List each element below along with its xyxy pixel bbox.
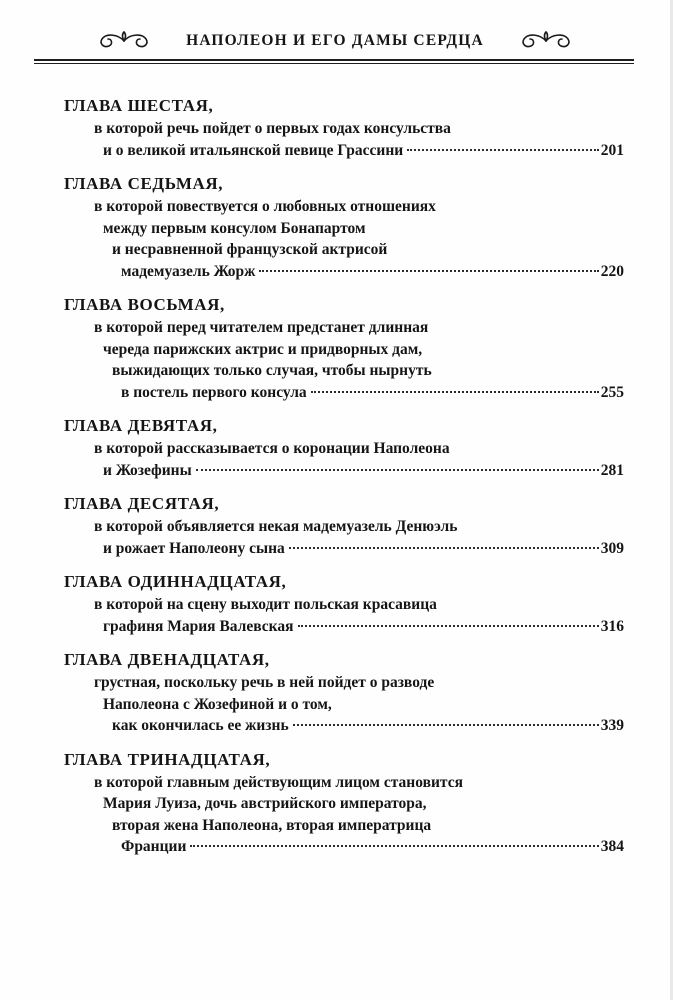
description-text: графиня Мария Валевская [103,617,294,635]
chapter-heading: ГЛАВА ТРИНАДЦАТАЯ, [64,749,271,769]
toc-entry [64,94,624,161]
toc-entry [64,570,624,637]
dot-leader [259,270,598,272]
chapter-description-line [64,672,624,694]
chapter-description-line [64,438,624,460]
page-number: 309 [600,539,624,557]
chapter-description-line [64,360,624,382]
chapter-description-line [64,772,624,794]
chapter-description-line [64,836,624,858]
chapter-heading: ГЛАВА ОДИННАДЦАТАЯ, [64,572,287,591]
description-text: Наполеона с Жозефиной и о том, [103,695,332,713]
chapter-heading: ГЛАВА ВОСЬМАЯ, [64,295,225,314]
chapter-description-line [64,339,624,361]
toc-entry [64,414,624,481]
toc-entry [64,492,624,559]
chapter-description-line [64,261,624,283]
toc-entry [64,748,624,858]
description-text: и рожает Наполеону сына [103,539,285,557]
floral-flourish-icon [96,30,152,52]
dot-leader [196,469,599,471]
description-text: в постель первого консула [121,383,307,401]
description-text: в которой рассказывается о коронации Наполеона [94,440,450,457]
toc-entry [64,293,624,403]
description-text: выжидающих только случая, чтобы нырнуть [112,362,432,379]
dot-leader [293,724,599,726]
description-text: в которой на сцену выходит польская красавица [94,596,437,613]
chapter-heading: ГЛАВА ДЕВЯТАЯ, [64,416,218,435]
description-text: мадемуазель Жорж [121,262,256,280]
chapter-heading: ГЛАВА ШЕСТАЯ, [64,96,214,115]
chapter-description-line [64,793,624,815]
description-text: в которой главным действующим лицом становится [94,773,463,791]
page-number: 255 [600,383,624,401]
page-number: 339 [600,717,624,734]
chapter-description-line [64,694,624,716]
toc-entry [64,172,624,282]
description-text: и о великой итальянской певице Грассини [103,141,404,159]
page-number: 384 [600,838,624,855]
description-text: в которой речь пойдет о первых годах консульства [94,120,451,137]
description-text: в которой повествуется о любовных отношениях [94,198,436,215]
chapter-description-line [64,218,624,240]
page-number: 201 [600,141,624,159]
description-text: как окончилась ее жизнь [112,717,289,734]
dot-leader [407,149,599,151]
floral-flourish-icon [518,30,574,52]
description-text: грустная, поскольку речь в ней пойдет о разводе [94,674,435,691]
table-of-contents [0,64,670,858]
description-text: Мария Луиза, дочь австрийского императора, [103,795,427,812]
description-text: между первым консулом Бонапартом [103,219,366,237]
dot-leader [190,845,598,847]
page-number: 220 [600,262,624,280]
dot-leader [311,391,599,393]
book-title: НАПОЛЕОН И ЕГО ДАМЫ СЕРДЦА [186,32,484,49]
chapter-heading: ГЛАВА ДЕСЯТАЯ, [64,494,220,513]
description-text: и Жозефины [103,461,192,479]
running-header [0,0,670,52]
chapter-description-line [64,538,624,560]
chapter-heading: ГЛАВА СЕДЬМАЯ, [64,174,224,193]
description-text: череда парижских актрис и придворных дам, [103,340,423,358]
chapter-description-line [64,382,624,404]
chapter-description-line [64,239,624,261]
chapter-description-line [64,616,624,638]
description-text: в которой объявляется некая мадемуазель Денюэль [94,518,458,535]
chapter-description-line [64,516,624,538]
chapter-description-line [64,594,624,616]
chapter-description-line [64,460,624,482]
chapter-description-line [64,815,624,837]
chapter-description-line [64,140,624,162]
chapter-description-line [64,196,624,218]
toc-entry [64,648,624,737]
chapter-description-line [64,715,624,737]
chapter-description-line [64,317,624,339]
dot-leader [298,625,599,627]
page-number: 316 [600,617,624,635]
description-text: в которой перед читателем предстанет длинная [94,319,429,336]
chapter-heading: ГЛАВА ДВЕНАДЦАТАЯ, [64,650,270,669]
description-text: и несравненной французской актрисой [112,241,388,258]
description-text: Франции [121,838,187,855]
description-text: вторая жена Наполеона, вторая императрица [112,816,432,834]
chapter-description-line [64,118,624,140]
page-number: 281 [600,461,624,479]
dot-leader [289,547,599,549]
